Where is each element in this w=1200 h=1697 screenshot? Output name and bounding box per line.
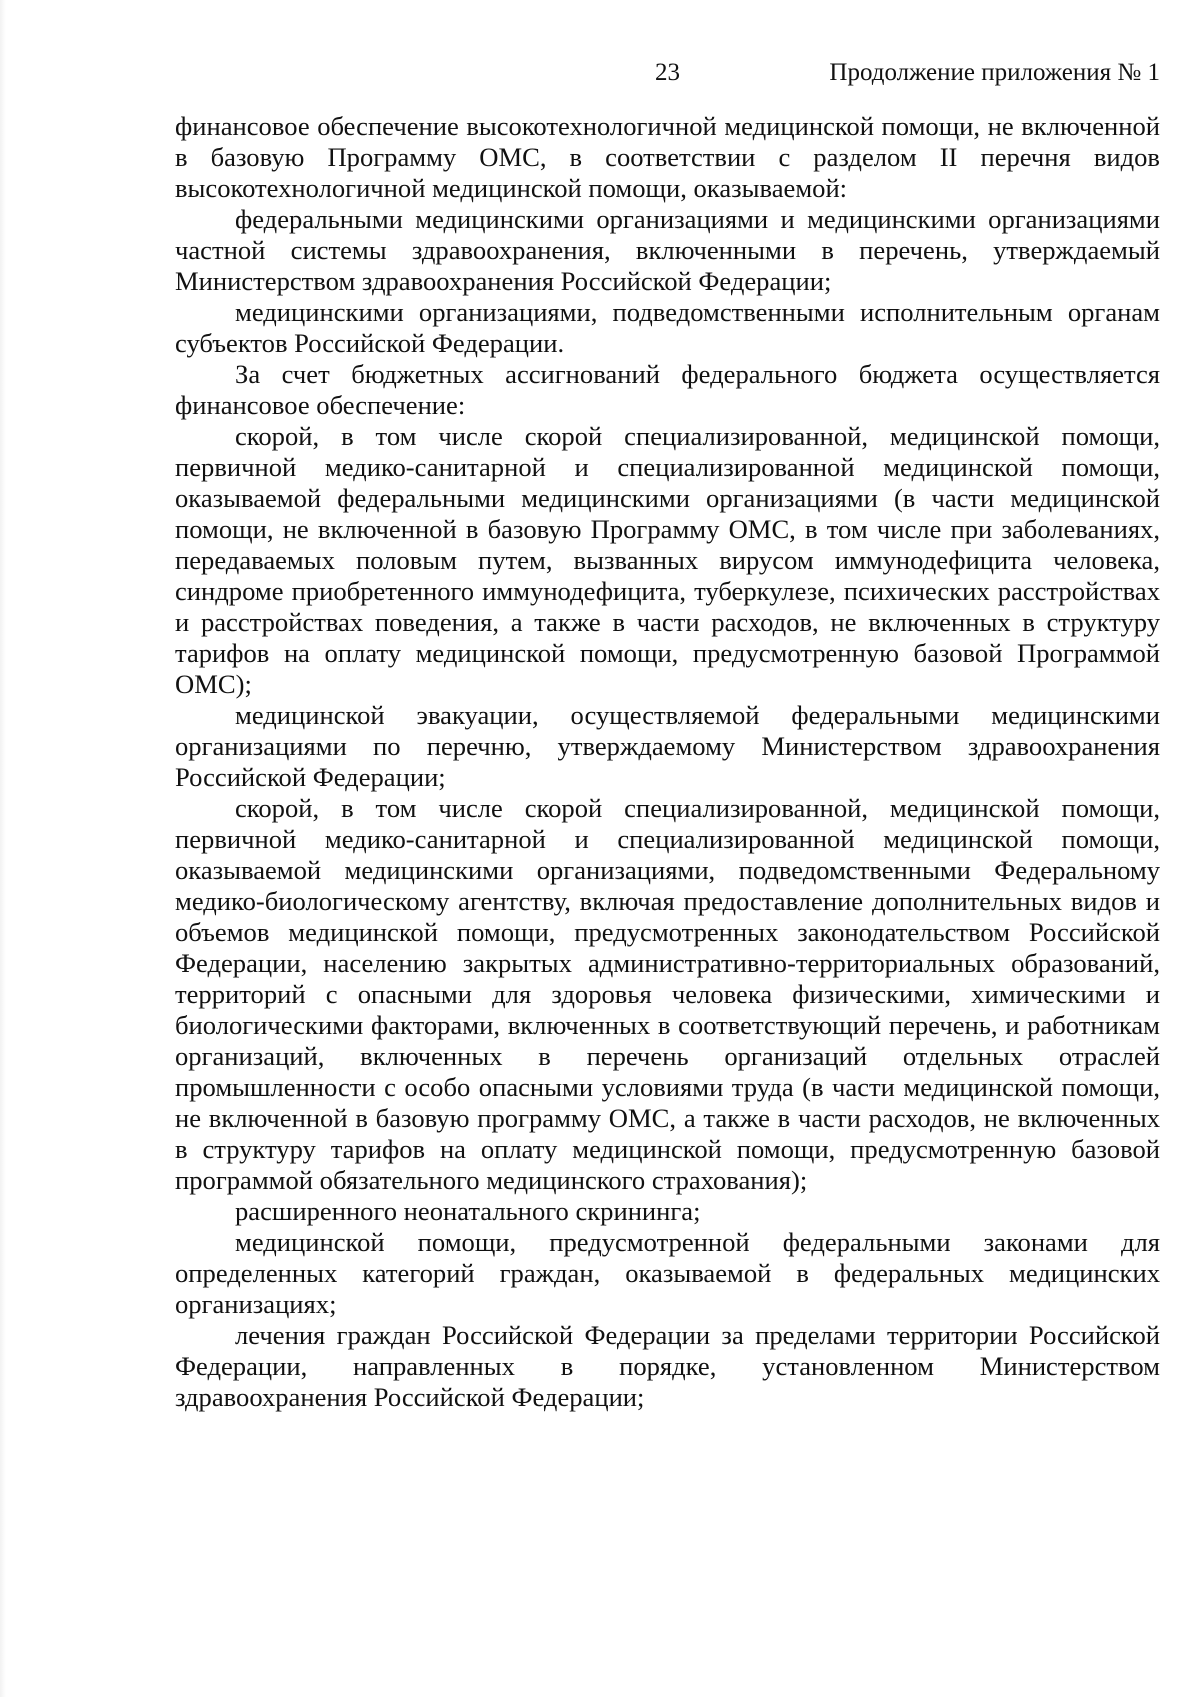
scan-edge-shadow <box>0 0 6 1697</box>
paragraph-emergency-care-federal: скорой, в том числе скорой специализированной, медицинской помощи, первичной медико-санитарной и специализированной медицинской помощи, оказываемой федеральными медицинскими организациями (в части медицинской помощи, не включенной в базовую Программу ОМС, в том числе при заболеваниях, передаваемых половым путем, вызванных вирусом иммунодефицита человека, синдроме приобретенного иммунодефицита, туберкулезе, психических расстройствах и расстройствах поведения, а также в части расходов, не включенных в структуру тарифов на оплату медицинской помощи, предусмотренную базовой Программой ОМС); <box>175 421 1160 699</box>
paragraph-subordinate-organizations: медицинскими организациями, подведомственными исполнительным органам субъектов Российской Федерации. <box>175 297 1160 358</box>
appendix-continuation-note: Продолжение приложения № 1 <box>829 59 1160 86</box>
page-number: 23 <box>655 59 680 86</box>
paragraph-medical-evacuation: медицинской эвакуации, осуществляемой федеральными медицинскими организациями по перечню, утверждаемому Министерством здравоохранения Российской Федерации; <box>175 700 1160 792</box>
paragraph-federal-budget: За счет бюджетных ассигнований федерального бюджета осуществляется финансовое обеспечение: <box>175 359 1160 420</box>
paragraph-neonatal-screening: расширенного неонатального скрининга; <box>235 1196 701 1226</box>
paragraph-treatment-abroad: лечения граждан Российской Федерации за пределами территории Российской Федерации, направленных в порядке, установленном Министерством здравоохранения Российской Федерации; <box>175 1320 1160 1412</box>
paragraph-emergency-care-fmba: скорой, в том числе скорой специализированной, медицинской помощи, первичной медико-санитарной и специализированной медицинской помощи, оказываемой медицинскими организациями, подведомственными Федеральному медико-биологическому агентству, включая предоставление дополнительных видов и объемов медицинской помощи, предусмотренных законодательством Российской Федерации, населению закрытых административно-территориальных образований, территорий с опасными для здоровья человека физическими, химическими и биологическими факторами, включенных в соответствующий перечень, и работникам организаций, включенных в перечень организаций отдельных отраслей промышленности с особо опасными условиями труда (в части медицинской помощи, не включенной в базовую программу ОМС, а также в части расходов, не включенных в структуру тарифов на оплату медицинской помощи, предусмотренную базовой программой обязательного медицинского страхования); <box>175 793 1160 1195</box>
document-body <box>175 111 1160 1413</box>
paragraph-federal-laws-care: медицинской помощи, предусмотренной федеральными законами для определенных категорий граждан, оказываемой в федеральных медицинских организациях; <box>175 1227 1160 1319</box>
paragraph-federal-organizations: федеральными медицинскими организациями и медицинскими организациями частной системы здравоохранения, включенными в перечень, утверждаемый Министерством здравоохранения Российской Федерации; <box>175 204 1160 296</box>
paragraph-financing-high-tech: финансовое обеспечение высокотехнологичной медицинской помощи, не включенной в базовую Программу ОМС, в соответствии с разделом II перечня видов высокотехнологичной медицинской помощи, оказываемой: <box>175 111 1160 203</box>
